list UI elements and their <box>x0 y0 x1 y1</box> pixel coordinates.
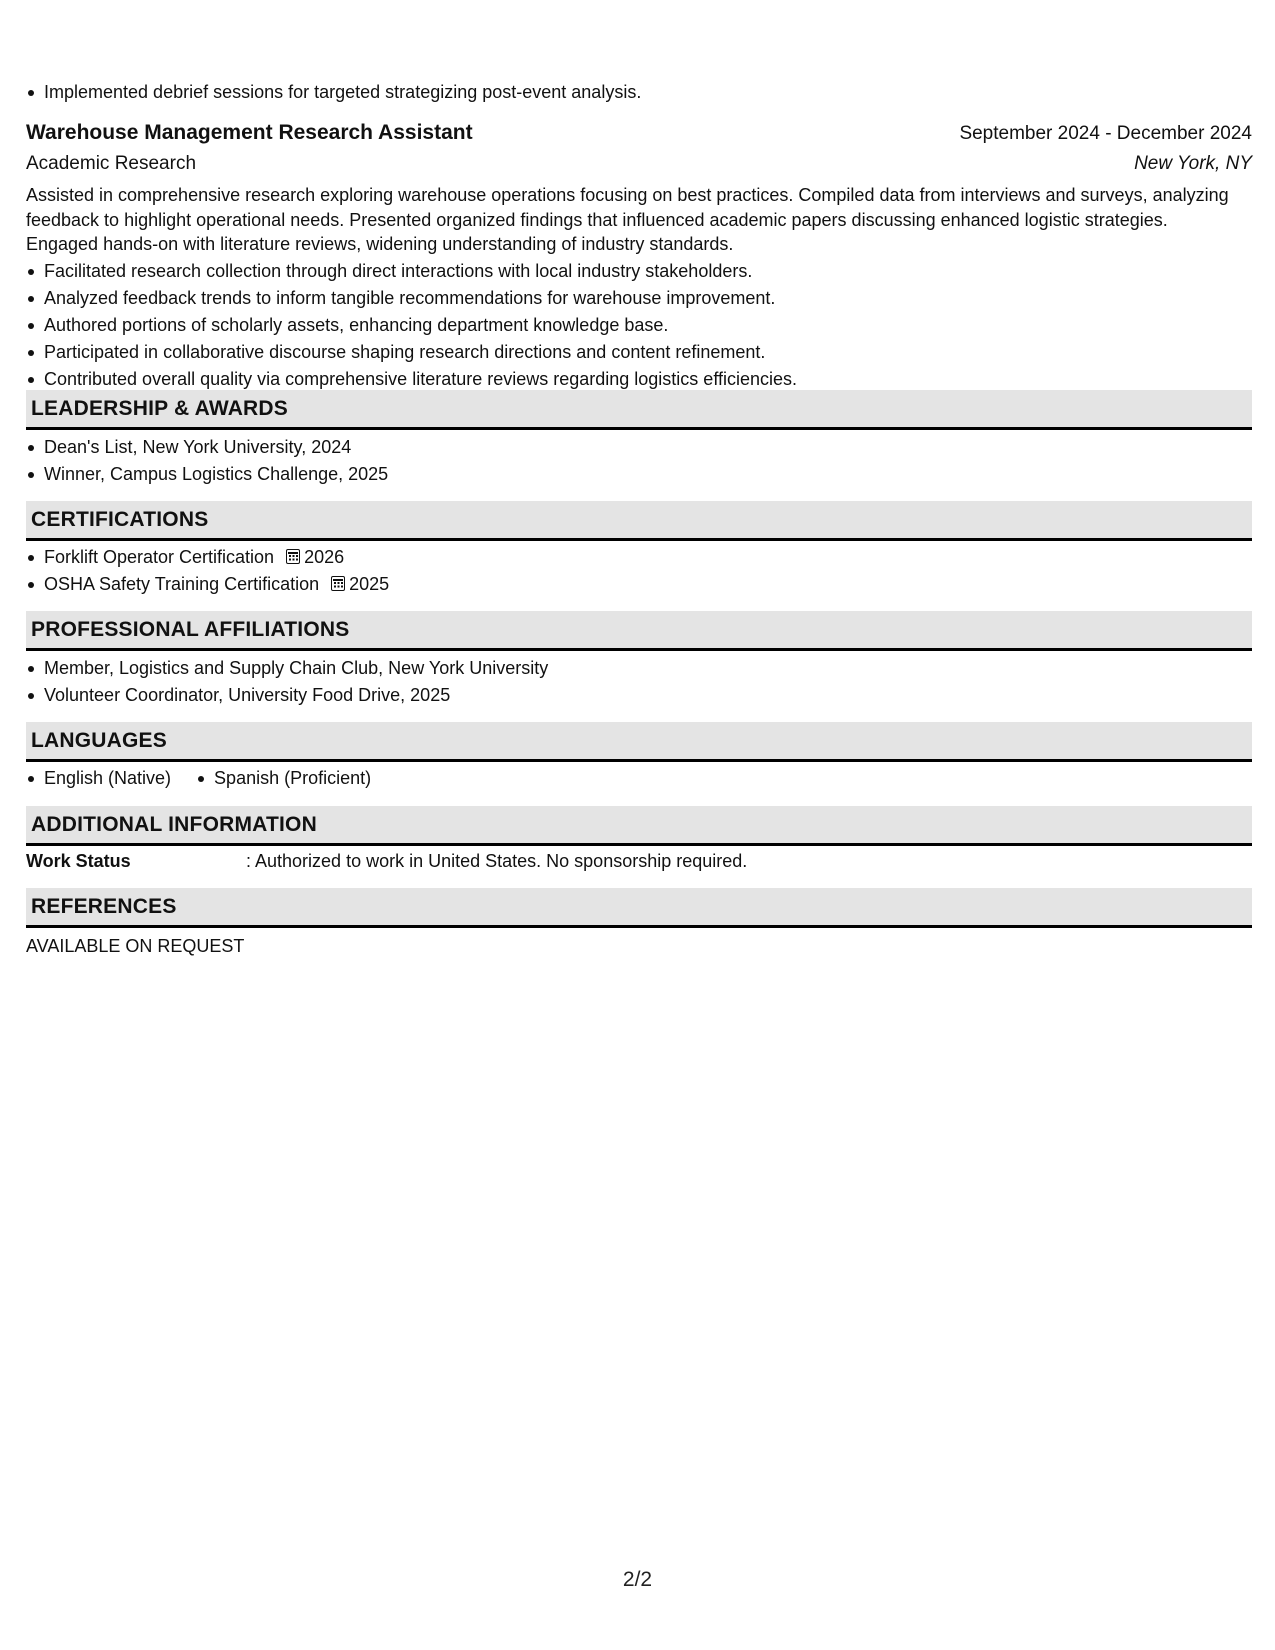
certification-item <box>26 544 1252 571</box>
section-title: CERTIFICATIONS <box>31 508 209 531</box>
section-title: ADDITIONAL INFORMATION <box>31 813 317 836</box>
job-description: Assisted in comprehensive research exploring warehouse operations focusing on best practices. Compiled data from interviews and surveys, analyzing feedback to highlight operational needs. Presented organized findings that influenced academic papers discussing enhanced logistic strategies. Engaged hands-on with literature reviews, widening understanding of industry standards. <box>26 185 1229 254</box>
job-title: Warehouse Management Research Assistant <box>26 121 473 144</box>
section-header-languages <box>26 722 1252 762</box>
languages-list <box>26 765 1252 792</box>
list-item: Analyzed feedback trends to inform tangible recommendations for warehouse improvement. <box>26 285 1252 312</box>
certification-name: OSHA Safety Training Certification <box>44 574 320 594</box>
leadership-list <box>26 434 1252 488</box>
list-item: Implemented debrief sessions for targeted strategizing post-event analysis. <box>26 79 1252 106</box>
job-organization: Academic Research <box>26 153 197 174</box>
list-item: Winner, Campus Logistics Challenge, 2025 <box>26 461 1252 488</box>
language-item: English (Native) <box>26 765 171 792</box>
section-title: LANGUAGES <box>31 729 167 752</box>
certification-year: 2025 <box>349 574 390 594</box>
certification-year: 2026 <box>304 547 345 567</box>
section-header-certifications <box>26 501 1252 541</box>
job-bullets <box>26 258 1252 393</box>
info-value: : Authorized to work in United States. No sponsorship required. <box>246 851 748 871</box>
calendar-icon <box>331 576 345 591</box>
job-header-row <box>26 118 1252 149</box>
section-title: REFERENCES <box>31 895 177 918</box>
list-item: Participated in collaborative discourse shaping research directions and content refinement. <box>26 339 1252 366</box>
section-title: PROFESSIONAL AFFILIATIONS <box>31 618 350 641</box>
language-item: Spanish (Proficient) <box>196 765 371 792</box>
section-title: LEADERSHIP & AWARDS <box>31 397 288 420</box>
list-item: Dean's List, New York University, 2024 <box>26 434 1252 461</box>
job-location: New York, NY <box>1134 153 1252 174</box>
section-header-affiliations <box>26 611 1252 651</box>
additional-info-body <box>26 849 1252 873</box>
list-item: Facilitated research collection through direct interactions with local industry stakeholders. <box>26 258 1252 285</box>
resume-page <box>26 0 1252 1650</box>
job-dates: September 2024 - December 2024 <box>959 123 1252 144</box>
section-header-additional-info <box>26 806 1252 846</box>
list-item: Contributed overall quality via comprehensive literature reviews regarding logistics efficiencies. <box>26 366 1252 393</box>
list-item: Authored portions of scholarly assets, enhancing department knowledge base. <box>26 312 1252 339</box>
certifications-list <box>26 544 1252 598</box>
previous-job-bullets <box>26 79 1252 106</box>
affiliations-list <box>26 655 1252 709</box>
job-subheader-row <box>26 149 1252 179</box>
job-entry <box>26 118 1252 393</box>
list-item: Member, Logistics and Supply Chain Club, New York University <box>26 655 1252 682</box>
references-text: AVAILABLE ON REQUEST <box>26 936 245 956</box>
page-number: 2/2 <box>622 1568 653 1591</box>
section-header-references <box>26 888 1252 928</box>
certification-name: Forklift Operator Certification <box>44 547 275 567</box>
calendar-icon <box>286 549 300 564</box>
info-key: Work Status <box>26 851 131 871</box>
list-item: Volunteer Coordinator, University Food Drive, 2025 <box>26 682 1252 709</box>
info-row <box>26 849 1252 873</box>
section-header-leadership <box>26 390 1252 430</box>
certification-item <box>26 571 1252 598</box>
